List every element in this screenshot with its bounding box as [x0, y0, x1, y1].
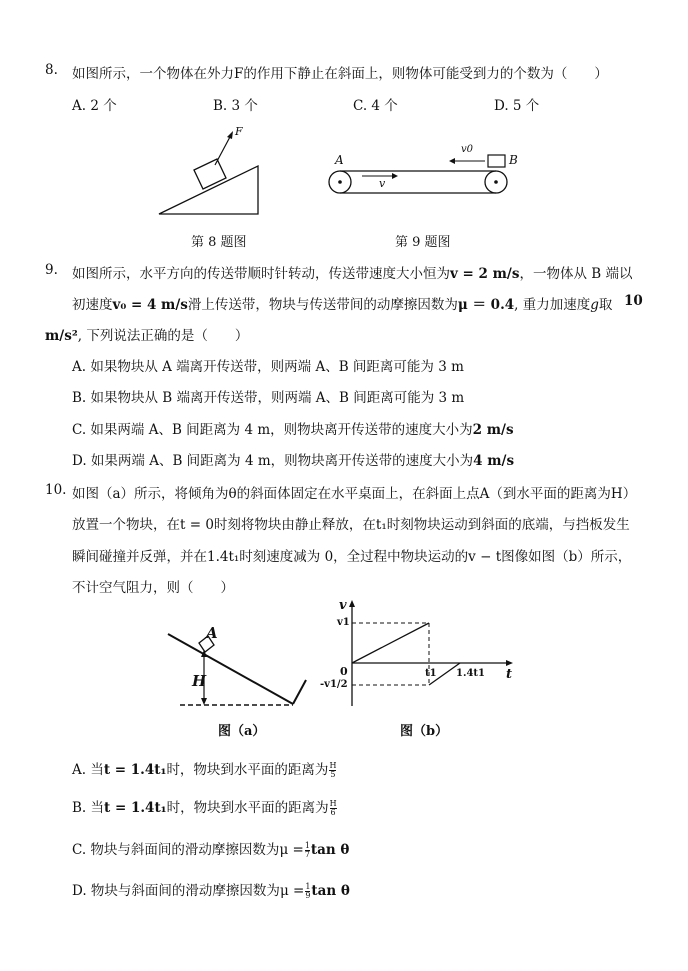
q10-option-b: [72, 796, 338, 817]
q9-stem-line2-c: , 重力加速度: [514, 297, 591, 313]
q9-figure: [322, 160, 522, 210]
q10-graph-x-label: t: [506, 667, 513, 682]
q10-stem-line4: 不计空气阻力，则（ ）: [72, 580, 234, 596]
q10-graph-t1: t1: [425, 668, 437, 679]
q10-figure-a-label-h: H: [192, 672, 207, 690]
q10-option-b-fraction: [330, 800, 337, 817]
q9-option-a: A. 如果物块从 A 端离开传送带，则两端 A、B 间距离可能为 3 m: [72, 359, 464, 375]
q9-gravity-unit: m/s²: [45, 328, 78, 344]
q10-option-a-fraction: [329, 762, 336, 779]
q9-option-c-value: 2 m/s: [472, 422, 514, 438]
q10-option-a-eq: t = 1.4t₁: [103, 762, 167, 778]
q10-option-a-num: H: [329, 761, 337, 770]
q10-option-b-den: 6: [330, 808, 336, 817]
q9-option-d: [72, 449, 514, 469]
q10-option-c: [72, 838, 349, 859]
q10-stem-line3: 瞬间碰撞并反弹，并在1.4t₁时刻速度减为 0，全过程中物块运动的v − t图像如图（b）所示，: [72, 549, 632, 565]
q10-option-d-tan: tan θ: [311, 883, 350, 899]
q9-stem-line1-end: ，一物体从 B 端以: [519, 266, 633, 282]
q9-figure-caption: 第 9 题图: [395, 235, 451, 250]
q9-option-c: [72, 418, 514, 438]
q9-option-d-value: 4 m/s: [473, 453, 515, 469]
q10-option-c-num: 1: [304, 841, 310, 850]
q10-option-a-mid: 时，物块到水平面的距离为: [166, 762, 329, 778]
q10-option-d-fraction: [305, 883, 310, 900]
q10-option-a-pre: A. 当: [72, 762, 104, 778]
q9-stem-line3-text: , 下列说法正确的是（ ）: [77, 328, 249, 344]
q9-stem-line1-text: 如图所示，水平方向的传送带顺时针转动，传送带速度大小恒为: [72, 266, 450, 282]
q10-figure-a-caption: 图（a）: [218, 724, 266, 739]
q9-stem-line1: [72, 262, 632, 282]
q10-figure-b-caption: 图（b）: [400, 724, 449, 739]
q9-friction-coeff: μ ＝ 0.4: [457, 297, 515, 313]
q10-figure-a-label-a: A: [206, 624, 218, 642]
q10-graph-rise: [352, 623, 429, 663]
q8-option-d: D. 5 个: [494, 98, 540, 114]
q8-stem: 如图所示，一个物体在外力F的作用下静止在斜面上，则物体可能受到力的个数为（ ）: [72, 66, 608, 82]
q10-option-b-eq: t = 1.4t₁: [104, 800, 167, 816]
q9-belt-speed: v = 2 m/s: [450, 266, 520, 282]
q9-label-a: A: [335, 153, 344, 167]
q10-graph-origin: 0: [340, 665, 348, 678]
q10-option-d: [72, 879, 350, 900]
q10-graph-neg: -v1/2: [320, 679, 348, 690]
q10-option-a-den: 5: [330, 770, 336, 779]
q10-figure-b: [340, 600, 540, 710]
q10-figure-a: [168, 612, 318, 712]
q10-option-c-mu: μ =: [279, 842, 304, 858]
q10-option-a: [72, 758, 337, 779]
q8-figure: [155, 122, 275, 222]
q8-option-b: B. 3 个: [213, 98, 258, 114]
q8-force-label: F: [235, 125, 243, 138]
q9-label-v0: v0: [461, 144, 474, 155]
q9-stem-line2: [72, 293, 612, 313]
q8-figure-caption: 第 8 题图: [191, 235, 247, 250]
q9-number: 9.: [45, 262, 58, 278]
q9-option-c-text: C. 如果两端 A、B 间距离为 4 m，则物块离开传送带的速度大小为: [72, 422, 473, 438]
q10-graph-t14: 1.4t1: [456, 668, 485, 679]
q10-stem-line1: 如图（a）所示，将倾角为θ的斜面体固定在水平桌面上，在斜面上点A（到水平面的距离为H）: [72, 486, 637, 502]
q8-number: 8.: [45, 62, 58, 78]
q9-label-b: B: [509, 153, 518, 167]
q9-label-v: v: [379, 177, 386, 190]
q10-option-b-mid: 时，物块到水平面的距离为: [166, 800, 329, 816]
q10-option-d-mu: μ =: [279, 883, 305, 899]
q10-option-d-den: 9: [305, 891, 311, 900]
q10-option-c-fraction: [305, 842, 310, 859]
q10-option-b-num: H: [329, 799, 337, 808]
q9-option-b: B. 如果物块从 B 端离开传送带，则两端 A、B 间距离可能为 3 m: [72, 390, 465, 406]
q10-graph-y-label: v: [339, 598, 347, 613]
q9-gravity-value: 10: [624, 293, 643, 309]
q10-option-d-num: 1: [305, 882, 311, 891]
q9-stem-line2-d: 取: [598, 297, 613, 313]
q9-stem-line2-b: 滑上传送带，物块与传送带间的动摩擦因数为: [187, 297, 458, 313]
q10-option-c-tan: tan θ: [310, 842, 350, 858]
q10-stem-line2: 放置一个物块，在t = 0时刻将物块由静止释放，在t₁时刻物块运动到斜面的底端，与挡板发生: [72, 517, 630, 533]
q10-number: 10.: [45, 482, 67, 498]
q8-option-a: A. 2 个: [72, 98, 117, 114]
q10-option-c-pre: C. 物块与斜面间的滑动摩擦因数为: [72, 842, 280, 858]
q10-graph-v1: v1: [337, 617, 350, 628]
q9-option-d-text: D. 如果两端 A、B 间距离为 4 m，则物块离开传送带的速度大小为: [72, 453, 474, 469]
q9-initial-speed: v₀ = 4 m/s: [112, 297, 188, 313]
q9-stem-line3: [45, 324, 248, 344]
q9-stem-line2-a: 初速度: [72, 297, 113, 313]
q9-gravity-symbol: g: [590, 297, 599, 313]
q10-option-b-pre: B. 当: [72, 800, 105, 816]
q10-option-c-den: 7: [304, 850, 310, 859]
q10-option-d-pre: D. 物块与斜面间的滑动摩擦因数为: [72, 883, 280, 899]
q8-option-c: C. 4 个: [353, 98, 398, 114]
